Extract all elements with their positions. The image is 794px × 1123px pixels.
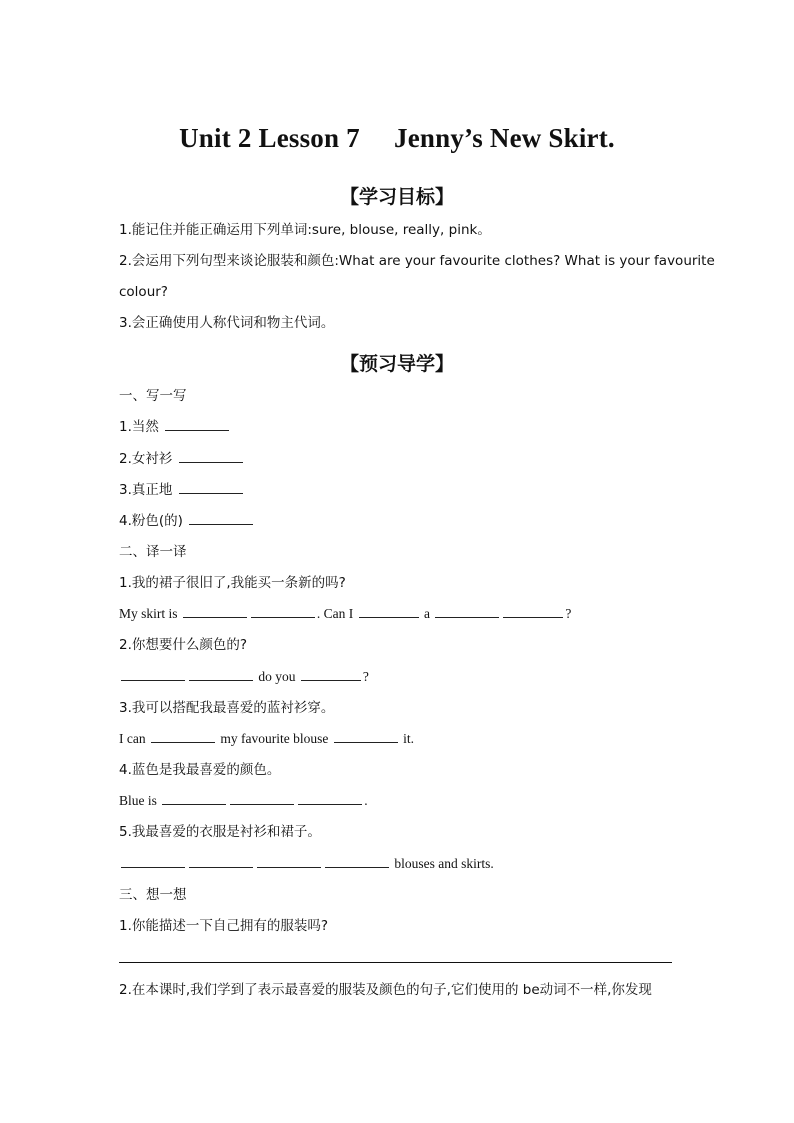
- write-item-1: [119, 418, 231, 436]
- write-item-label: 2.女衬衫: [119, 451, 173, 467]
- sentence-text: do you: [258, 669, 296, 684]
- translate-q5: 5.我最喜爱的衣服是衬衫和裙子。: [119, 824, 321, 840]
- write-item-4: [119, 512, 255, 530]
- answer-blank[interactable]: [165, 418, 229, 431]
- goal-2-continued: colour?: [119, 284, 168, 300]
- answer-line[interactable]: [119, 962, 672, 963]
- answer-blank[interactable]: [189, 668, 253, 681]
- sentence-text: blouses and skirts.: [394, 856, 494, 871]
- answer-blank[interactable]: [334, 730, 398, 743]
- think-q2: 2.在本课时,我们学到了表示最喜爱的服装及颜色的句子,它们使用的 be动词不一样,你发现: [119, 982, 652, 998]
- answer-blank[interactable]: [230, 792, 294, 805]
- part2-heading: 二、译一译: [119, 544, 187, 560]
- sentence-text: ?: [565, 606, 572, 621]
- think-q1: 1.你能描述一下自己拥有的服装吗?: [119, 918, 329, 934]
- translate-a3: [119, 730, 414, 748]
- answer-blank[interactable]: [189, 855, 253, 868]
- goal-3: 3.会正确使用人称代词和物主代词。: [119, 315, 335, 331]
- sentence-text: . Can I: [316, 606, 354, 621]
- answer-blank[interactable]: [121, 855, 185, 868]
- write-item-3: [119, 481, 245, 499]
- answer-blank[interactable]: [359, 605, 419, 618]
- part3-heading: 三、想一想: [119, 887, 187, 903]
- goal-2: 2.会运用下列句型来谈论服装和颜色:What are your favourite clothes? What is your favourite: [119, 253, 715, 269]
- write-item-label: 4.粉色(的): [119, 513, 183, 529]
- goal-1: 1.能记住并能正确运用下列单词:sure, blouse, really, pink。: [119, 222, 491, 238]
- sentence-text: it.: [403, 731, 414, 746]
- answer-blank[interactable]: [257, 855, 321, 868]
- section-heading-preview: 【预习导学】: [339, 353, 454, 375]
- sentence-text: ?: [362, 669, 369, 684]
- answer-blank[interactable]: [121, 668, 185, 681]
- translate-q3: 3.我可以搭配我最喜爱的蓝衬衫穿。: [119, 700, 335, 716]
- translate-a1: [119, 605, 571, 623]
- answer-blank[interactable]: [151, 730, 215, 743]
- part1-heading: 一、写一写: [119, 388, 187, 404]
- write-item-label: 3.真正地: [119, 482, 173, 498]
- sentence-text: My skirt is: [119, 606, 178, 621]
- sentence-text: my favourite blouse: [220, 731, 329, 746]
- translate-a2: [119, 668, 369, 686]
- page-title: Unit 2 Lesson 7 Jenny’s New Skirt.: [179, 123, 615, 153]
- answer-blank[interactable]: [189, 512, 253, 525]
- translate-q2: 2.你想要什么颜色的?: [119, 637, 248, 653]
- sentence-text: Blue is: [119, 793, 157, 808]
- sentence-text: .: [364, 793, 368, 808]
- section-heading-goals: 【学习目标】: [339, 186, 454, 208]
- answer-blank[interactable]: [301, 668, 361, 681]
- answer-blank[interactable]: [179, 481, 243, 494]
- translate-q4: 4.蓝色是我最喜爱的颜色。: [119, 762, 281, 778]
- answer-blank[interactable]: [503, 605, 563, 618]
- answer-blank[interactable]: [179, 450, 243, 463]
- answer-blank[interactable]: [183, 605, 247, 618]
- answer-blank[interactable]: [251, 605, 315, 618]
- answer-blank[interactable]: [162, 792, 226, 805]
- answer-blank[interactable]: [298, 792, 362, 805]
- answer-blank[interactable]: [325, 855, 389, 868]
- translate-q1: 1.我的裙子很旧了,我能买一条新的吗?: [119, 575, 346, 591]
- sentence-text: I can: [119, 731, 146, 746]
- answer-blank[interactable]: [435, 605, 499, 618]
- write-item-label: 1.当然: [119, 419, 159, 435]
- sentence-text: a: [424, 606, 431, 621]
- translate-a4: [119, 792, 368, 810]
- translate-a5: [119, 855, 494, 873]
- write-item-2: [119, 450, 245, 468]
